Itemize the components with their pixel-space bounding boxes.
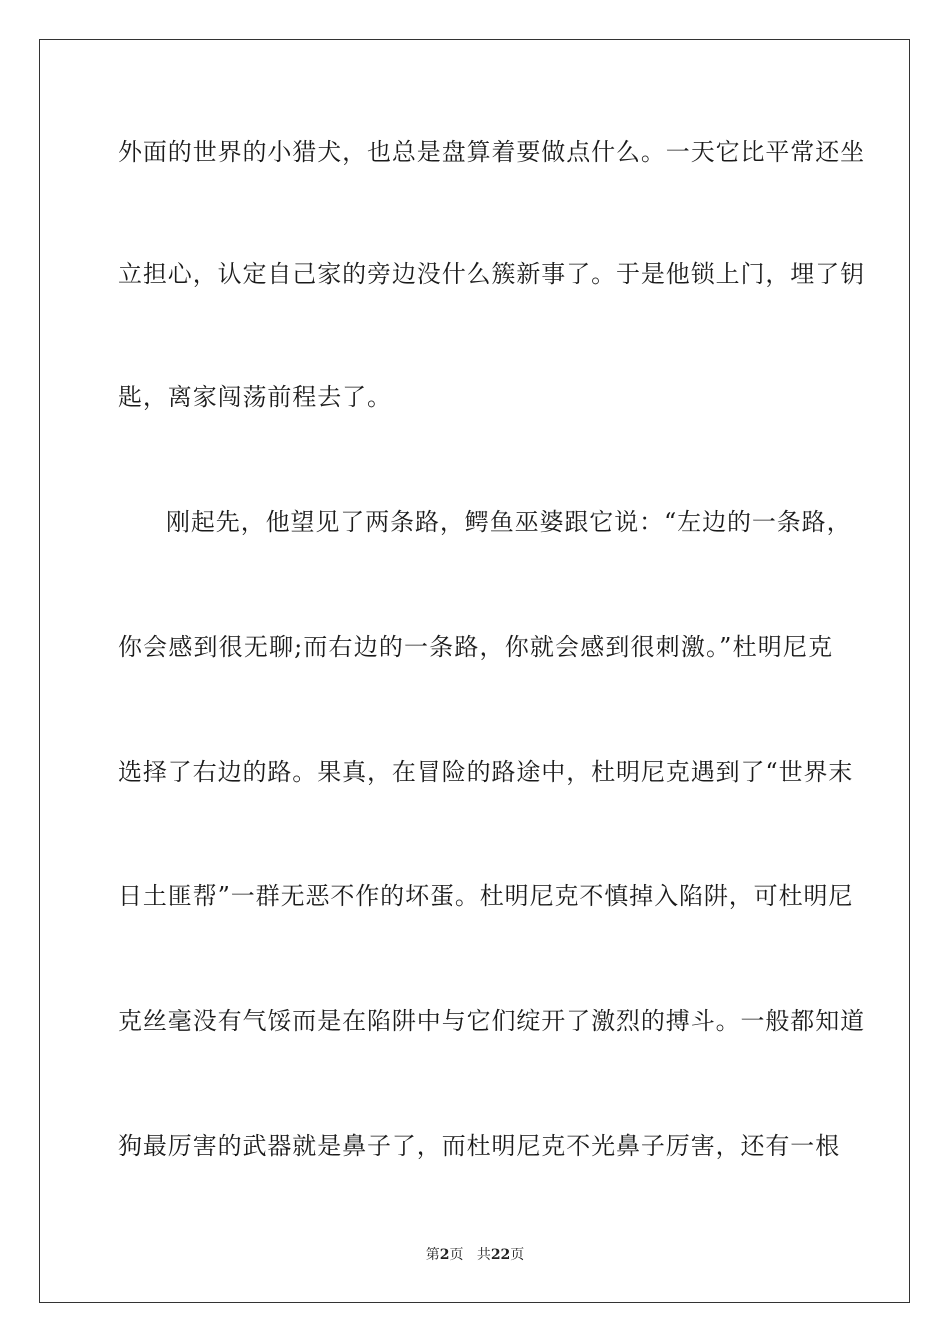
text-line-9: 狗最厉害的武器就是鼻子了，而杜明尼克不光鼻子厉害，还有一根 xyxy=(118,1132,841,1160)
total-prefix: 共 xyxy=(476,1247,491,1263)
page-prefix: 第 xyxy=(425,1247,440,1263)
total-pages: 22 xyxy=(490,1247,511,1263)
text-line-8: 克丝毫没有气馁而是在陷阱中与它们绽开了激烈的搏斗。一般都知道 xyxy=(118,1007,865,1035)
text-line-3: 匙，离家闯荡前程去了。 xyxy=(118,383,392,411)
page-frame xyxy=(39,39,910,1303)
page-number: 2 xyxy=(439,1247,450,1263)
text-line-1: 外面的世界的小猎犬，也总是盘算着要做点什么。一天它比平常还坐 xyxy=(118,138,865,166)
total-unit: 页 xyxy=(510,1247,525,1263)
text-line-4: 刚起先，他望见了两条路，鳄鱼巫婆跟它说：“左边的一条路， xyxy=(166,508,852,536)
text-line-7: 日土匪帮”一群无恶不作的坏蛋。杜明尼克不慎掉入陷阱，可杜明尼 xyxy=(118,882,854,910)
page-footer xyxy=(0,1245,950,1265)
text-line-2: 立担心，认定自己家的旁边没什么簇新事了。于是他锁上门，埋了钥 xyxy=(118,260,865,288)
text-line-5: 你会感到很无聊;而右边的一条路，你就会感到很刺激。”杜明尼克 xyxy=(118,633,833,661)
text-line-6: 选择了右边的路。果真，在冒险的路途中，杜明尼克遇到了“世界末 xyxy=(118,758,854,786)
page-unit: 页 xyxy=(449,1247,464,1263)
